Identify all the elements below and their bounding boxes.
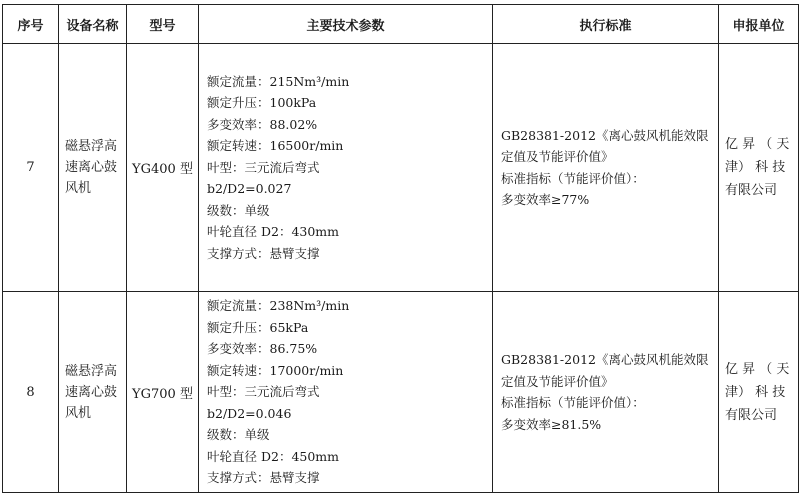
standard-cell <box>493 44 719 292</box>
device-name <box>59 44 127 292</box>
applicant-line: 津） 科 技 <box>725 160 786 175</box>
param-line: 级数：单级 <box>207 202 270 218</box>
device-name <box>59 292 127 493</box>
standard-line: 多变效率≥77% <box>501 192 590 207</box>
header-no: 序号 <box>3 5 59 44</box>
device-name-line: 磁悬浮高 <box>65 363 118 379</box>
param-line: b2/D2=0.046 <box>207 405 292 421</box>
device-name-line: 速离心鼓 <box>65 384 118 400</box>
param-line: 额定流量：238Nm³/min <box>207 298 350 314</box>
applicant-line: 有限公司 <box>725 183 778 198</box>
standard-line: GB28381-2012《离心鼓风机能效限 <box>501 352 709 367</box>
standard-cell <box>493 292 719 493</box>
model-cell: YG400 型 <box>127 44 199 292</box>
params-cell <box>199 44 493 292</box>
param-line: b2/D2=0.027 <box>207 181 292 197</box>
header-standard: 执行标准 <box>493 5 719 44</box>
model-cell: YG700 型 <box>127 292 199 493</box>
applicant-cell <box>719 292 799 493</box>
applicant-cell <box>719 44 799 292</box>
params-cell <box>199 292 493 493</box>
header-main-params: 主要技术参数 <box>199 5 493 44</box>
standard-line: 标准指标（节能评价值）： <box>501 395 645 410</box>
param-line: 多变效率：88.02% <box>207 116 318 132</box>
row-number: 7 <box>3 44 59 292</box>
param-line: 支撑方式：悬臂支撑 <box>207 470 320 486</box>
table-row <box>3 44 799 292</box>
param-line: 叶型：三元流后弯式 <box>207 384 320 400</box>
device-name-line: 风机 <box>65 181 92 196</box>
header-row <box>3 5 799 44</box>
param-line: 叶轮直径 D2：450mm <box>207 448 340 464</box>
applicant-line: 津） 科 技 <box>725 384 786 400</box>
row-number: 8 <box>3 292 59 493</box>
applicant-line: 有限公司 <box>725 407 778 423</box>
standard-line: 多变效率≥81.5% <box>501 416 602 432</box>
standard-line: 标准指标（节能评价值）： <box>501 170 645 186</box>
header-applicant: 申报单位 <box>719 5 799 44</box>
param-line: 额定升压：65kPa <box>207 319 309 335</box>
applicant-line: 亿 昇 （ 天 <box>725 361 790 377</box>
param-line: 额定转速：17000r/min <box>207 362 344 378</box>
param-line: 额定转速：16500r/min <box>207 138 344 154</box>
table-row <box>3 292 799 493</box>
param-line: 额定流量：215Nm³/min <box>207 73 350 89</box>
param-line: 支撑方式：悬臂支撑 <box>207 245 320 261</box>
device-name-line: 磁悬浮高 <box>65 139 118 154</box>
applicant-line: 亿 昇 （ 天 <box>725 137 790 152</box>
standard-line: 定值及节能评价值》 <box>501 373 614 389</box>
param-line: 叶型：三元流后弯式 <box>207 159 320 175</box>
standard-line: 定值及节能评价值》 <box>501 149 614 164</box>
device-name-line: 速离心鼓 <box>65 160 118 175</box>
param-line: 叶轮直径 D2：430mm <box>207 224 340 240</box>
equipment-table <box>2 4 799 493</box>
param-line: 级数：单级 <box>207 427 270 443</box>
param-line: 多变效率：86.75% <box>207 341 318 357</box>
param-line: 额定升压：100kPa <box>207 95 317 111</box>
header-device-name: 设备名称 <box>59 5 127 44</box>
standard-line: GB28381-2012《离心鼓风机能效限 <box>501 127 709 143</box>
device-name-line: 风机 <box>65 405 92 421</box>
header-model: 型号 <box>127 5 199 44</box>
